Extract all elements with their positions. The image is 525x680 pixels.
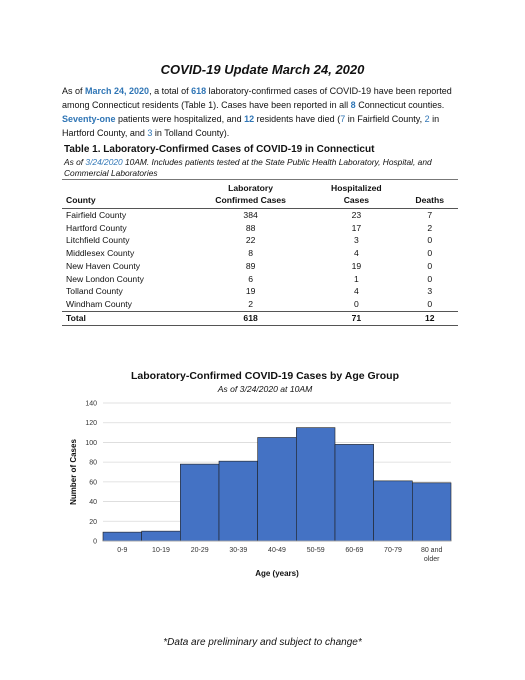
intro-hospitalized: Seventy-one bbox=[62, 114, 116, 124]
chart-svg bbox=[60, 360, 470, 590]
x-tick-label: 0-9 bbox=[117, 547, 128, 554]
x-tick-label: 20-29 bbox=[190, 547, 209, 554]
header-hospitalized: Hospitalized Cases bbox=[311, 180, 401, 209]
bar bbox=[412, 483, 451, 541]
x-tick-label: 40-49 bbox=[268, 547, 286, 554]
x-tick-label: 70-79 bbox=[384, 547, 402, 554]
table-row: Windham County 2 0 0 bbox=[66, 298, 433, 309]
table-total-row: Total 618 71 12 bbox=[62, 311, 458, 325]
intro-total: 618 bbox=[191, 86, 207, 96]
footer-note: *Data are preliminary and subject to change* bbox=[163, 637, 362, 648]
x-axis-label: Age (years) bbox=[255, 569, 299, 578]
bar bbox=[296, 428, 335, 541]
bar bbox=[103, 532, 142, 541]
table-row: Middlesex County 8 4 0 bbox=[66, 248, 433, 259]
y-tick-label: 60 bbox=[89, 479, 97, 487]
age-group-chart bbox=[60, 360, 470, 590]
county-cases-table bbox=[62, 179, 458, 326]
header-deaths: Deaths bbox=[402, 180, 459, 209]
table-row: Hartford County 88 17 2 bbox=[66, 222, 433, 233]
table-header-row bbox=[62, 180, 458, 209]
y-axis-label: Number of Cases bbox=[69, 439, 78, 505]
x-tick-label: 60-69 bbox=[345, 547, 364, 554]
chart-title: Laboratory-Confirmed COVID-19 Cases by Age Group bbox=[131, 370, 399, 382]
bar bbox=[219, 461, 258, 541]
y-tick-label: 0 bbox=[93, 538, 97, 546]
intro-date: March 24, 2020 bbox=[85, 86, 150, 96]
x-tick-label: older bbox=[423, 556, 440, 563]
x-tick-label: 10-19 bbox=[152, 547, 170, 554]
intro-paragraph: As of March 24, 2020, a total of 618 laboratory-confirmed cases of COVID-19 have been reported among Connecticut residents (Table 1). Cases have been reported in all 8 Connecticut counties. Seventy-one patients were hospitalized, and 12 residents have died (7 in Fairfield County, 2 in Hartford County, and 3 in Tolland County). bbox=[62, 86, 452, 138]
bar bbox=[180, 464, 219, 541]
y-tick-label: 80 bbox=[89, 459, 97, 467]
table-row: Litchfield County 22 3 0 bbox=[66, 235, 433, 246]
table-title: Table 1. Laboratory-Confirmed Cases of COVID-19 in Connecticut bbox=[64, 144, 375, 155]
y-tick-label: 20 bbox=[89, 518, 97, 526]
y-tick-label: 40 bbox=[89, 499, 97, 507]
table-subtitle: As of 3/24/2020 10AM. Includes patients tested at the State Public Health Laboratory, Hospital, and Commercial Laboratories bbox=[64, 157, 432, 178]
x-tick-label: 50-59 bbox=[306, 547, 325, 554]
table-row: New London County 6 1 0 bbox=[66, 273, 433, 284]
y-tick-label: 100 bbox=[85, 439, 97, 447]
intro-deaths: 12 bbox=[244, 114, 255, 124]
chart-subtitle: As of 3/24/2020 at 10AM bbox=[217, 384, 313, 394]
header-county: County bbox=[62, 180, 190, 209]
page-title: COVID-19 Update March 24, 2020 bbox=[160, 62, 365, 77]
x-tick-label: 80 and bbox=[420, 547, 443, 554]
bar bbox=[374, 481, 413, 541]
table-row: New Haven County 89 19 0 bbox=[66, 260, 433, 271]
x-tick-label: 30-39 bbox=[229, 547, 248, 554]
bar bbox=[142, 531, 181, 541]
table-row: Fairfield County 384 23 7 bbox=[66, 210, 433, 220]
header-lab-cases: Laboratory Confirmed Cases bbox=[190, 180, 311, 209]
intro-counties: 8 bbox=[350, 100, 356, 110]
y-tick-label: 120 bbox=[85, 420, 97, 428]
bar bbox=[335, 444, 374, 541]
bar bbox=[258, 438, 297, 542]
y-tick-label: 140 bbox=[85, 400, 97, 408]
table-row: Tolland County 19 4 3 bbox=[66, 286, 433, 297]
